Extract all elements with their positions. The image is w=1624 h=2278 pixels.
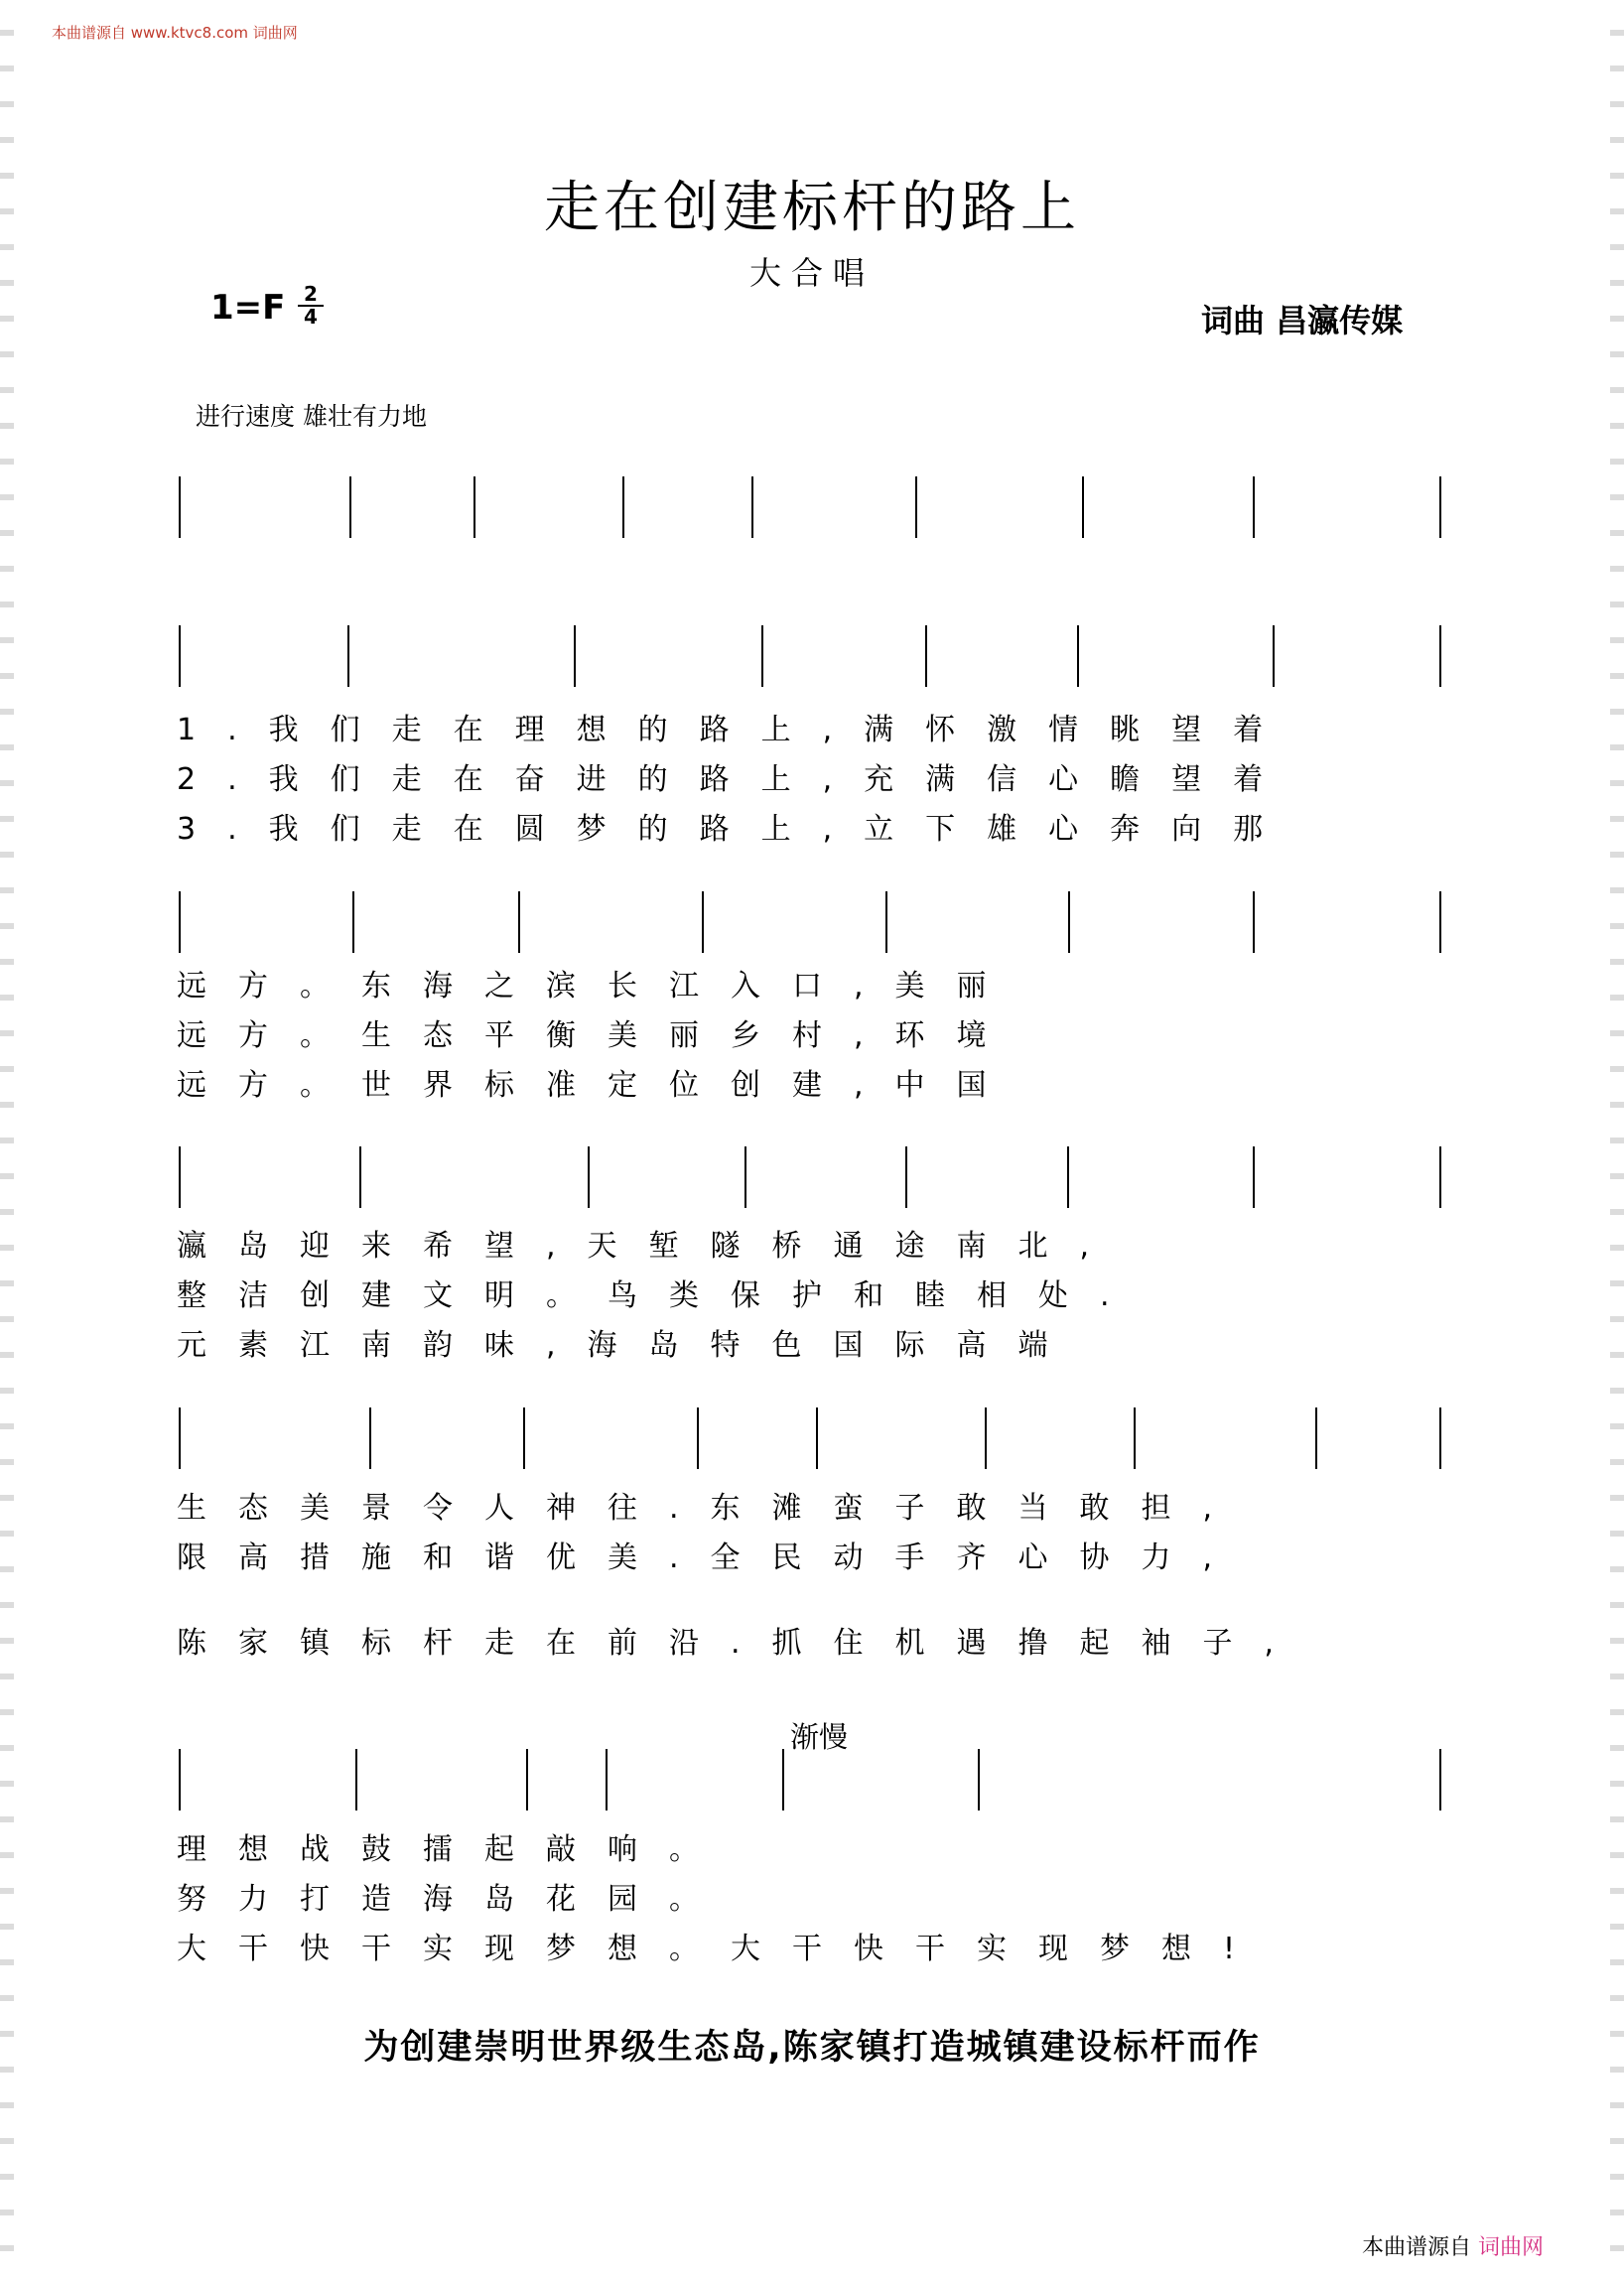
lyric-line: 生态美景令人神往.东滩蛮子敢当敢担,: [177, 1491, 1245, 1526]
source-footer: [1362, 2230, 1544, 2261]
time-signature: [298, 284, 324, 328]
lyric-line: 陈家镇标杆走在前沿.抓住机遇撸起袖子,: [177, 1626, 1306, 1661]
lyric-line: 元素江南韵味,海岛特色国际高端: [177, 1328, 1080, 1363]
lyric-line: 大干快干实现梦想。大干快干实现梦想!: [177, 1932, 1268, 1966]
lyric-line: 远方。生态平衡美丽乡村,环境: [177, 1018, 1018, 1053]
bar-line: [588, 1146, 590, 1208]
bar-line: [782, 1749, 784, 1810]
bar-line: [574, 625, 576, 687]
bar-line: [1253, 476, 1255, 538]
bar-line: [352, 891, 354, 953]
notation-row-4: [179, 1146, 1451, 1208]
notation-row-2: [179, 625, 1451, 687]
lyric-line: 瀛岛迎来希望,天堑隧桥通途南北,: [177, 1229, 1122, 1264]
bar-line: [751, 476, 753, 538]
left-margin-strip: [0, 0, 14, 2278]
bar-line: [1253, 1146, 1255, 1208]
lyric-line: 限高措施和谐优美.全民动手齐心协力,: [177, 1541, 1245, 1575]
bar-line: [1315, 1407, 1317, 1469]
footer-site-link[interactable]: 词曲网: [1478, 2235, 1545, 2260]
bar-line: [761, 625, 763, 687]
notation-row-5: [179, 1407, 1451, 1469]
bar-line: [622, 476, 624, 538]
bar-line: [1439, 476, 1441, 538]
footer-source-label: 本曲谱源自: [1362, 2235, 1472, 2260]
tempo-marking: 进行速度 雄壮有力地: [196, 402, 427, 431]
credit: 词曲 昌瀛传媒: [1201, 302, 1404, 339]
bar-line: [702, 891, 704, 953]
bar-line: [1068, 891, 1070, 953]
bar-line: [1439, 1749, 1441, 1810]
bar-line: [1077, 625, 1079, 687]
bar-line: [606, 1749, 608, 1810]
bar-line: [1082, 476, 1084, 538]
notation-row-6: [179, 1749, 1451, 1810]
lyric-line: 远方。世界标准定位创建,中国: [177, 1068, 1018, 1103]
ritardando-marking: 渐慢: [790, 1720, 849, 1754]
lyric-line: 理想战鼓擂起敲响。: [177, 1832, 731, 1867]
bar-line: [518, 891, 520, 953]
bar-line: [978, 1749, 980, 1810]
bar-line: [347, 625, 349, 687]
song-title: 走在创建标杆的路上: [544, 176, 1080, 240]
lyric-line: 2.我们走在奋进的路上,充满信心瞻望着: [177, 762, 1295, 797]
lyric-line: 整洁创建文明。鸟类保护和睦相处.: [177, 1278, 1142, 1313]
dedication: 为创建崇明世界级生态岛,陈家镇打造城镇建设标杆而作: [363, 2028, 1261, 2068]
bar-line: [697, 1407, 699, 1469]
bar-line: [816, 1407, 818, 1469]
bar-line: [1067, 1146, 1069, 1208]
song-subtitle: 大合唱: [748, 254, 875, 292]
right-margin-strip: [1610, 0, 1624, 2278]
lyric-line: 3.我们走在圆梦的路上,立下雄心奔向那: [177, 812, 1295, 847]
bar-line: [1439, 1146, 1441, 1208]
bar-line: [1253, 891, 1255, 953]
bar-line: [1439, 891, 1441, 953]
bar-line: [915, 476, 917, 538]
bar-line: [1439, 625, 1441, 687]
notation-row-3: [179, 891, 1451, 953]
bar-line: [1273, 625, 1275, 687]
bar-line: [925, 625, 927, 687]
bar-line: [355, 1749, 357, 1810]
bar-line: [526, 1749, 528, 1810]
bar-line: [885, 891, 887, 953]
notation-row-1: [179, 476, 1451, 538]
bar-line: [744, 1146, 746, 1208]
bar-line: [359, 1146, 361, 1208]
bar-line: [1439, 1407, 1441, 1469]
time-numerator: 2: [304, 282, 318, 306]
lyric-line: 1.我们走在理想的路上,满怀激情眺望着: [177, 713, 1295, 747]
bar-line: [474, 476, 475, 538]
lyric-line: 远方。东海之滨长江入口,美丽: [177, 969, 1018, 1004]
bar-line: [1134, 1407, 1136, 1469]
bar-line: [369, 1407, 371, 1469]
bar-line: [523, 1407, 525, 1469]
bar-line: [349, 476, 351, 538]
key-signature: 1=F: [210, 288, 286, 328]
bar-line: [985, 1407, 987, 1469]
bar-line: [905, 1146, 907, 1208]
source-header: 本曲谱源自 www.ktvc8.com 词曲网: [52, 24, 298, 42]
lyric-line: 努力打造海岛花园。: [177, 1882, 731, 1917]
time-denominator: 4: [298, 305, 324, 328]
